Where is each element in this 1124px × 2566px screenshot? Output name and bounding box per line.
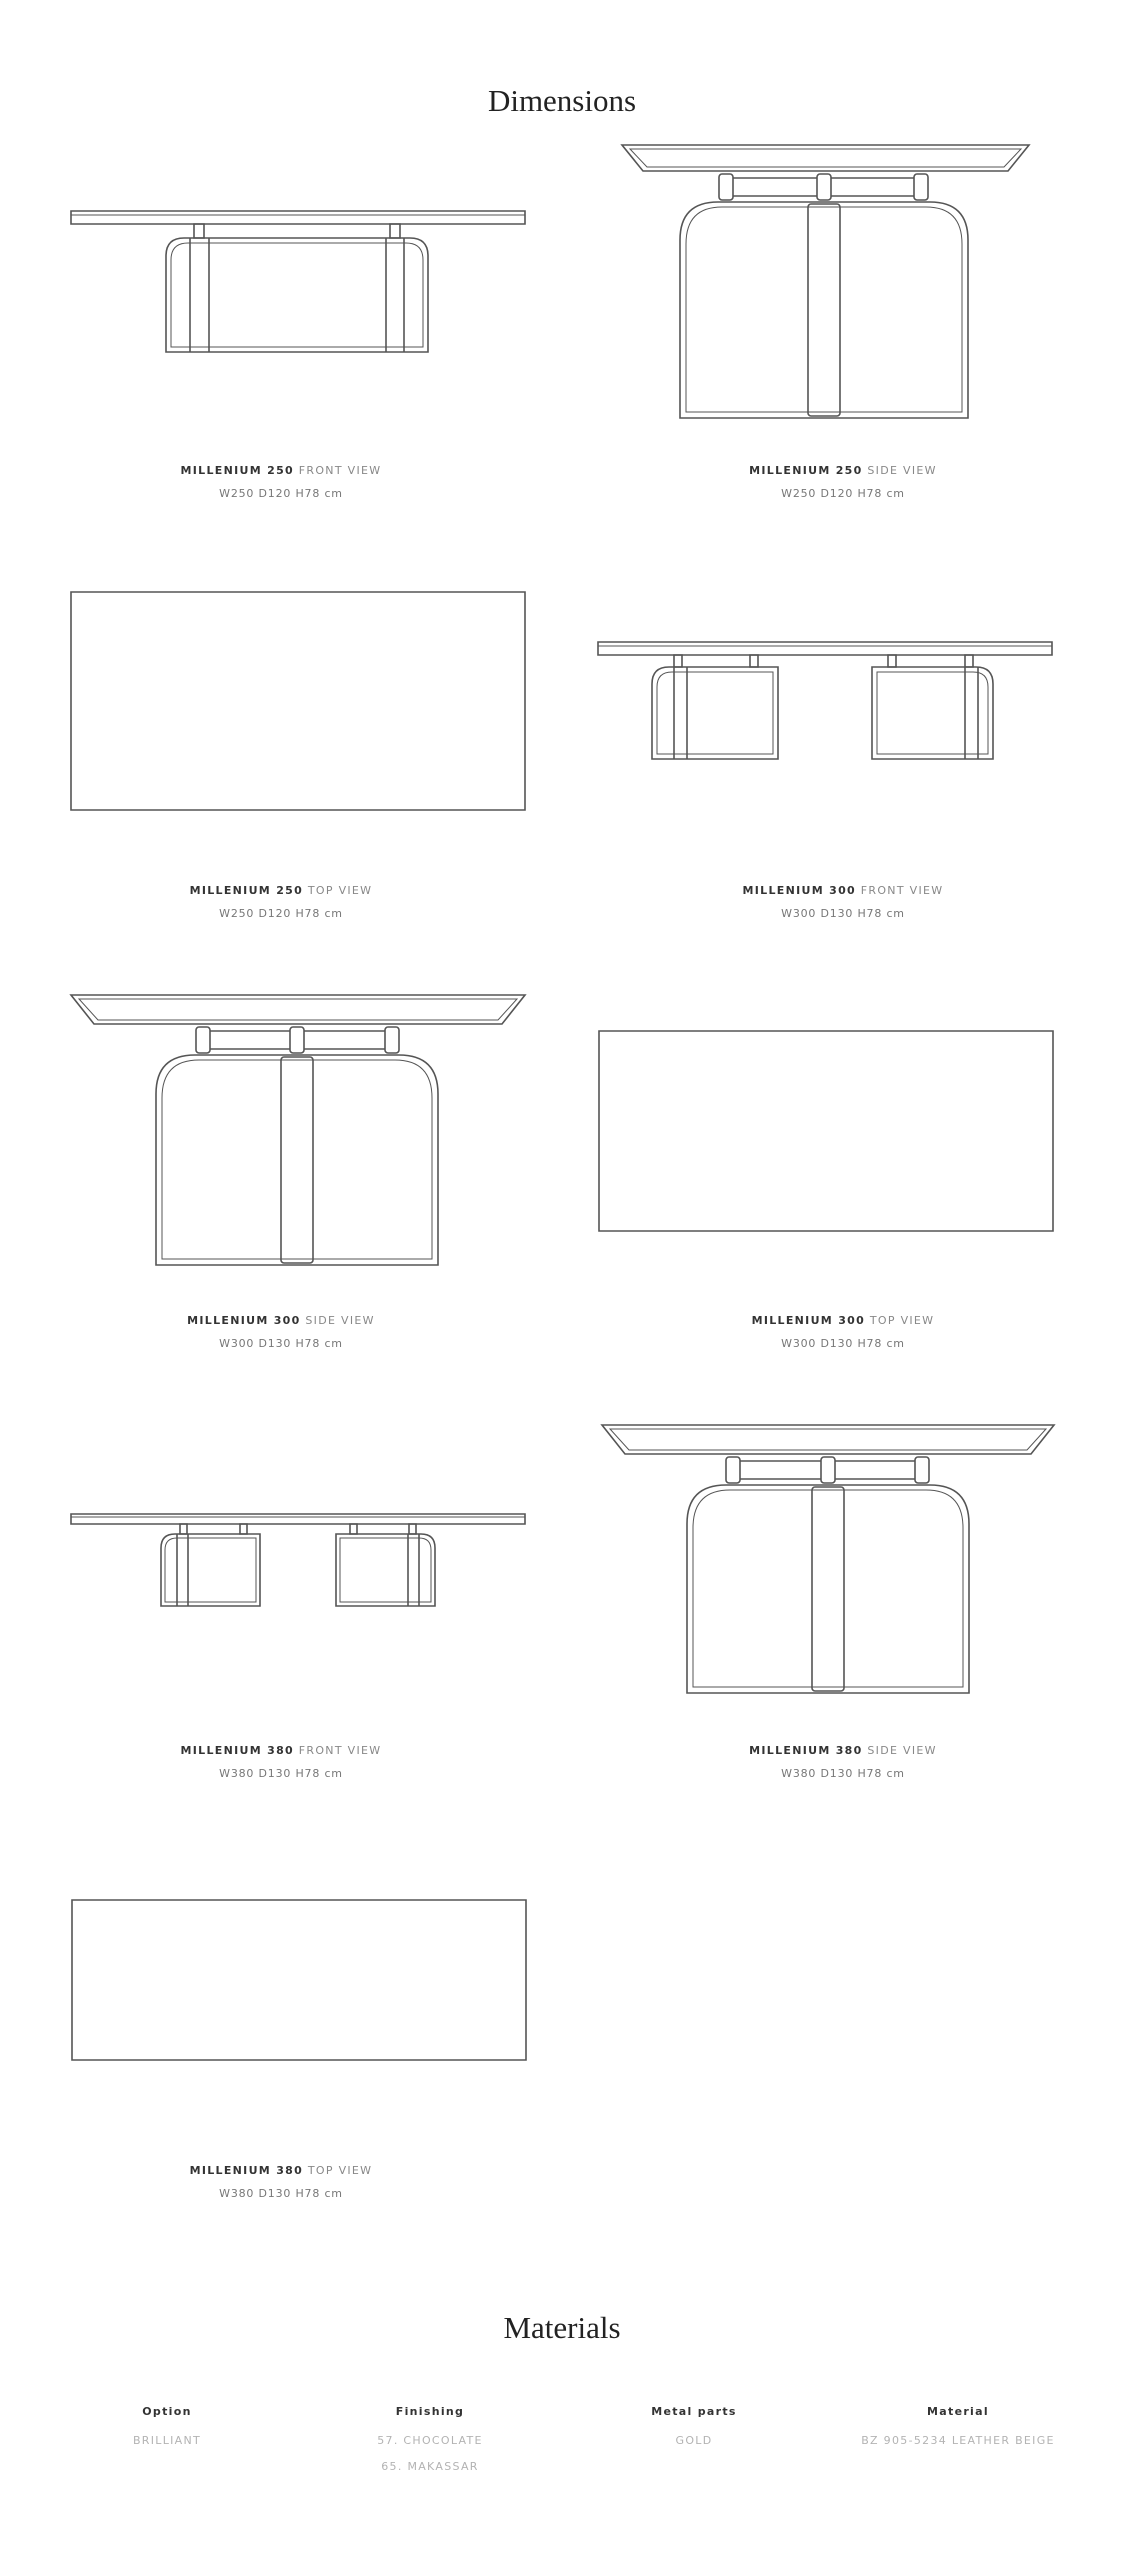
materials-value: 65. MAKASSAR xyxy=(381,2460,479,2473)
materials-header: Material xyxy=(927,2405,989,2418)
model-name: MILLENIUM 250 xyxy=(749,464,863,477)
materials-value: BRILLIANT xyxy=(132,2434,202,2447)
model-name: MILLENIUM 380 xyxy=(180,1744,294,1757)
model-name: MILLENIUM 380 xyxy=(189,2164,304,2177)
top-view-drawing xyxy=(0,550,562,890)
dimension-size: W250 D120 H78 cm xyxy=(219,907,343,920)
view-name: TOP VIEW xyxy=(307,884,373,897)
view-name: TOP VIEW xyxy=(307,2164,373,2177)
materials-value: BZ 905-5234 LEATHER BEIGE xyxy=(861,2434,1055,2447)
dimension-size: W250 D120 H78 cm xyxy=(219,487,343,500)
materials-column-option xyxy=(37,2405,297,2447)
view-name: FRONT VIEW xyxy=(298,464,382,477)
model-name: MILLENIUM 300 xyxy=(187,1314,301,1327)
top-view-drawing xyxy=(562,980,1124,1320)
view-name: TOP VIEW xyxy=(869,1314,935,1327)
side-view-drawing xyxy=(562,130,1124,470)
dimension-size: W300 D130 H78 cm xyxy=(219,1337,343,1350)
front-view-drawing xyxy=(562,550,1124,890)
dimension-size: W300 D130 H78 cm xyxy=(781,1337,905,1350)
side-view-drawing xyxy=(562,1410,1124,1750)
view-name: SIDE VIEW xyxy=(305,1314,375,1327)
view-name: FRONT VIEW xyxy=(860,884,944,897)
dimensions-title: Dimensions xyxy=(487,83,637,118)
view-name: SIDE VIEW xyxy=(867,464,937,477)
materials-column-material xyxy=(828,2405,1088,2447)
materials-title: Materials xyxy=(503,2310,621,2345)
dimension-size: W380 D130 H78 cm xyxy=(219,2187,343,2200)
model-name: MILLENIUM 380 xyxy=(749,1744,863,1757)
view-name: FRONT VIEW xyxy=(298,1744,382,1757)
materials-value: GOLD xyxy=(675,2434,713,2447)
materials-column-metal-parts xyxy=(564,2405,824,2447)
materials-header: Metal parts xyxy=(651,2405,737,2418)
materials-header: Option xyxy=(142,2405,192,2418)
model-name: MILLENIUM 250 xyxy=(189,884,304,897)
dimension-size: W380 D130 H78 cm xyxy=(781,1767,905,1780)
model-name: MILLENIUM 300 xyxy=(751,1314,866,1327)
front-view-drawing xyxy=(0,130,562,470)
dimension-size: W250 D120 H78 cm xyxy=(781,487,905,500)
dimension-size: W300 D130 H78 cm xyxy=(781,907,905,920)
materials-value: 57. CHOCOLATE xyxy=(377,2434,483,2447)
materials-header: Finishing xyxy=(395,2405,465,2418)
dimension-size: W380 D130 H78 cm xyxy=(219,1767,343,1780)
materials-column-finishing xyxy=(300,2405,560,2473)
side-view-drawing xyxy=(0,980,562,1320)
top-view-drawing xyxy=(0,1830,562,2170)
view-name: SIDE VIEW xyxy=(867,1744,937,1757)
model-name: MILLENIUM 250 xyxy=(180,464,294,477)
front-view-drawing xyxy=(0,1410,562,1750)
model-name: MILLENIUM 300 xyxy=(742,884,856,897)
